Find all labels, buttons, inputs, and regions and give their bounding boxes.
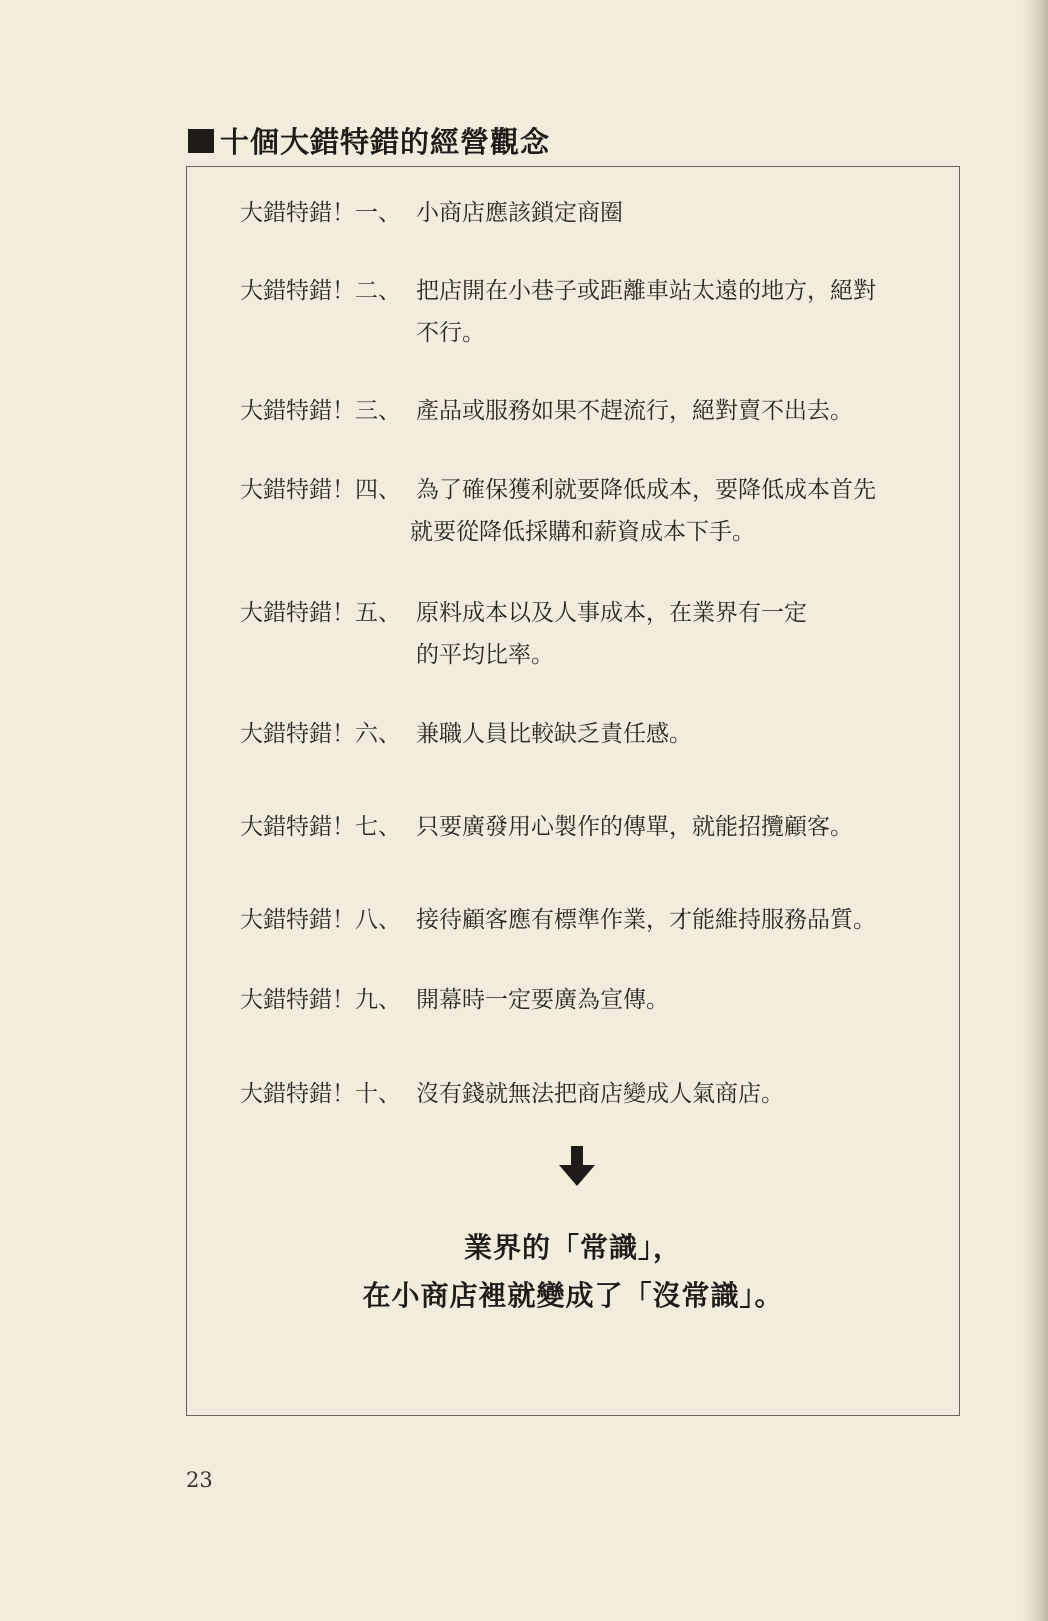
item-text: 原料成本以及人事成本，在業界有一定 bbox=[416, 600, 807, 626]
section-heading-text: 十個大錯特錯的經營觀念 bbox=[220, 125, 551, 159]
list-item-1 bbox=[240, 192, 623, 234]
square-bullet-icon bbox=[188, 129, 214, 153]
item-text: 為了確保獲利就要降低成本，要降低成本首先 bbox=[416, 477, 876, 503]
list-item-9 bbox=[240, 979, 669, 1021]
item-continuation: 的平均比率。 bbox=[416, 642, 554, 668]
item-prefix: 大錯特錯！十、 bbox=[240, 1081, 401, 1107]
item-text: 把店開在小巷子或距離車站太遠的地方，絕對 bbox=[416, 278, 876, 304]
conclusion-line-2: 在小商店裡就變成了「沒常識」。 bbox=[362, 1279, 784, 1312]
item-text: 小商店應該鎖定商圈 bbox=[416, 200, 623, 226]
item-prefix: 大錯特錯！八、 bbox=[240, 907, 401, 933]
item-prefix: 大錯特錯！一、 bbox=[240, 200, 401, 226]
list-item-6 bbox=[240, 713, 692, 755]
item-prefix: 大錯特錯！六、 bbox=[240, 721, 401, 747]
item-prefix: 大錯特錯！二、 bbox=[240, 278, 401, 304]
item-prefix: 大錯特錯！三、 bbox=[240, 398, 401, 424]
page-number: 23 bbox=[186, 1468, 213, 1492]
item-continuation: 不行。 bbox=[416, 320, 485, 346]
item-text: 沒有錢就無法把商店變成人氣商店。 bbox=[416, 1081, 784, 1107]
item-text: 產品或服務如果不趕流行，絕對賣不出去。 bbox=[416, 398, 853, 424]
list-item-3 bbox=[240, 390, 853, 432]
list-item-8 bbox=[240, 899, 876, 941]
list-item-7 bbox=[240, 806, 853, 848]
list-item-5 bbox=[240, 592, 807, 668]
item-text: 接待顧客應有標準作業，才能維持服務品質。 bbox=[416, 907, 876, 933]
page-edge-shadow bbox=[1022, 0, 1048, 1621]
list-item-2 bbox=[240, 270, 876, 346]
item-continuation: 就要從降低採購和薪資成本下手。 bbox=[410, 519, 755, 545]
item-prefix: 大錯特錯！五、 bbox=[240, 600, 401, 626]
item-prefix: 大錯特錯！四、 bbox=[240, 477, 401, 503]
down-arrow-icon bbox=[559, 1146, 595, 1186]
item-prefix: 大錯特錯！九、 bbox=[240, 987, 401, 1013]
item-prefix: 大錯特錯！七、 bbox=[240, 814, 401, 840]
list-item-10 bbox=[240, 1073, 784, 1115]
section-heading bbox=[188, 120, 550, 161]
list-item-4 bbox=[240, 469, 876, 545]
conclusion-line-1: 業界的「常識」， bbox=[463, 1231, 682, 1264]
item-text: 開幕時一定要廣為宣傳。 bbox=[416, 987, 669, 1013]
item-text: 只要廣發用心製作的傳單，就能招攬顧客。 bbox=[416, 814, 853, 840]
item-text: 兼職人員比較缺乏責任感。 bbox=[416, 721, 692, 747]
